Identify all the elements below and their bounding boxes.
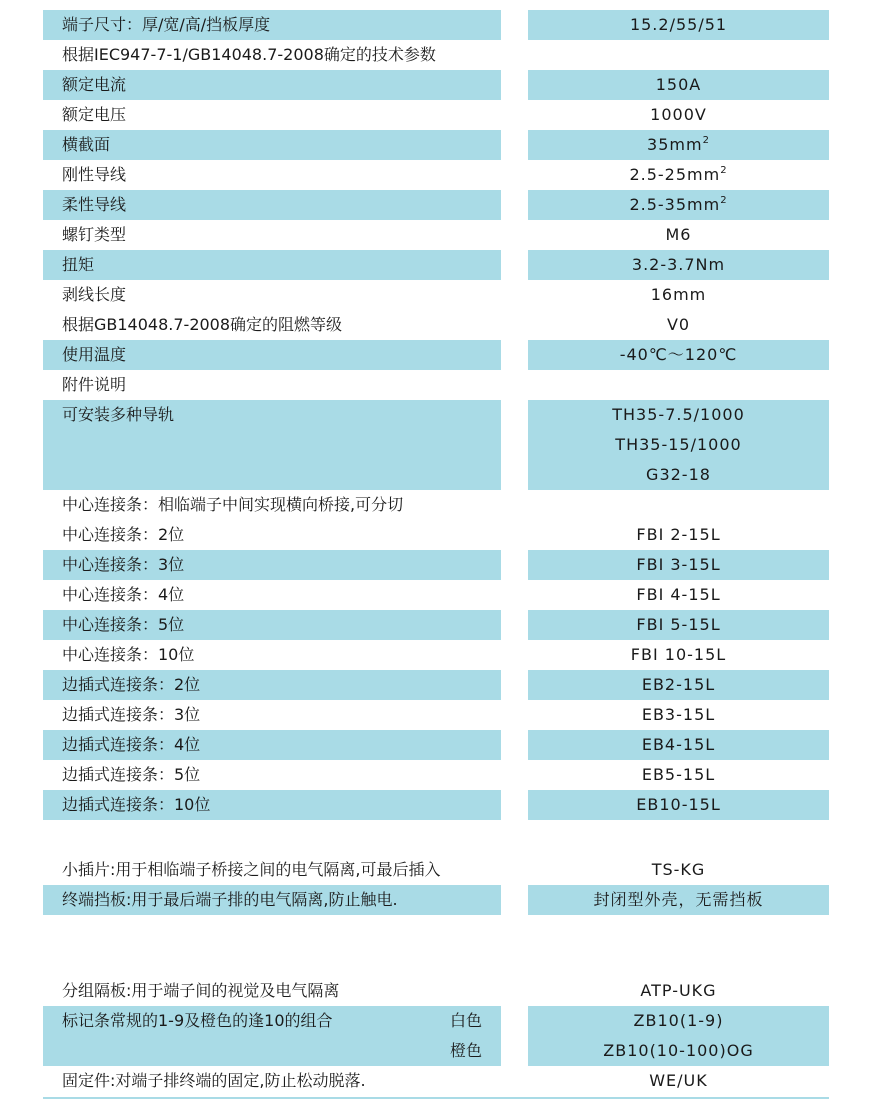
table-row <box>0 490 870 520</box>
table-row <box>0 790 870 820</box>
table-row <box>0 220 870 250</box>
table-row <box>0 340 870 370</box>
table-row <box>0 100 870 130</box>
row-value: $2.5-25mm^2$ <box>629 165 728 184</box>
table-row <box>0 520 870 550</box>
table-row <box>0 700 870 730</box>
table-row <box>0 250 870 280</box>
table-row <box>0 190 870 220</box>
row-value: -40℃～120℃ <box>619 345 738 364</box>
bottom-divider <box>43 1097 829 1099</box>
row-value: G32-18 <box>646 465 711 484</box>
row-label: 边插式连接条：5位 <box>62 765 201 784</box>
row-label: 终端挡板:用于最后端子排的电气隔离,防止触电. <box>62 890 398 909</box>
table-row <box>0 730 870 760</box>
row-value: 1000V <box>650 105 707 124</box>
row-label: 边插式连接条：2位 <box>62 675 201 694</box>
table-row <box>0 1006 870 1066</box>
row-label: 中心连接条：4位 <box>62 585 185 604</box>
row-value: FBI 4-15L <box>636 585 721 604</box>
row-label: 可安装多种导轨 <box>62 405 175 424</box>
row-value: FBI 3-15L <box>636 555 721 574</box>
table-row <box>0 40 870 70</box>
row-value: ZB10(1-9) <box>633 1011 724 1030</box>
row-label: 边插式连接条：3位 <box>62 705 201 724</box>
section-heading: 中心连接条：相临端子中间实现横向桥接,可分切 <box>62 495 404 514</box>
table-row <box>0 885 870 915</box>
row-value: 3.2-3.7Nm <box>631 255 726 274</box>
section-heading: 附件说明 <box>62 375 127 394</box>
row-value: TS-KG <box>651 860 706 879</box>
row-label: 额定电流 <box>62 75 127 94</box>
row-value: TH35-15/1000 <box>615 435 742 454</box>
table-row <box>0 130 870 160</box>
row-value: 16mm <box>650 285 707 304</box>
row-label: 柔性导线 <box>62 195 127 214</box>
row-label: 螺钉类型 <box>62 225 127 244</box>
row-label: 使用温度 <box>62 345 127 364</box>
table-row <box>0 640 870 670</box>
table-row <box>0 670 870 700</box>
row-label: 分组隔板:用于端子间的视觉及电气隔离 <box>62 981 340 1000</box>
row-value: $35mm^2$ <box>647 135 710 154</box>
row-label: 横截面 <box>62 135 111 154</box>
row-value: TH35-7.5/1000 <box>612 405 745 424</box>
row-label: 中心连接条：10位 <box>62 645 195 664</box>
row-value: EB10-15L <box>636 795 721 814</box>
row-value: FBI 5-15L <box>636 615 721 634</box>
table-row <box>0 70 870 100</box>
row-value: EB3-15L <box>641 705 716 724</box>
row-label: 标记条常规的1-9及橙色的逢10的组合 <box>62 1011 333 1030</box>
table-row <box>0 280 870 310</box>
table-row <box>0 310 870 340</box>
row-label: 额定电压 <box>62 105 127 124</box>
row-label: 中心连接条：3位 <box>62 555 185 574</box>
section-heading: 根据IEC947-7-1/GB14048.7-2008确定的技术参数 <box>62 45 436 64</box>
table-row <box>0 400 870 490</box>
table-row <box>0 10 870 40</box>
row-label: 边插式连接条：10位 <box>62 795 211 814</box>
row-label: 扭矩 <box>62 255 95 274</box>
row-label: 刚性导线 <box>62 165 127 184</box>
table-row <box>0 610 870 640</box>
row-value: 封闭型外壳，无需挡板 <box>593 890 764 909</box>
row-value: EB2-15L <box>641 675 716 694</box>
color-option-label: 白色 <box>450 1011 483 1030</box>
row-value: V0 <box>666 315 691 334</box>
table-row <box>0 855 870 885</box>
row-label: 小插片:用于相临端子桥接之间的电气隔离,可最后插入 <box>62 860 441 879</box>
row-label: 中心连接条：2位 <box>62 525 185 544</box>
table-row <box>0 370 870 400</box>
table-row <box>0 580 870 610</box>
row-value: $2.5-35mm^2$ <box>629 195 728 214</box>
row-value: 150A <box>655 75 702 94</box>
row-value: 15.2/55/51 <box>629 15 728 34</box>
row-value: M6 <box>665 225 692 244</box>
row-value: WE/UK <box>649 1071 708 1090</box>
color-option-label: 橙色 <box>450 1041 483 1060</box>
table-row <box>0 976 870 1006</box>
row-value: FBI 2-15L <box>636 525 721 544</box>
row-label: 剥线长度 <box>62 285 127 304</box>
row-value: EB5-15L <box>641 765 716 784</box>
row-value: EB4-15L <box>641 735 716 754</box>
table-row <box>0 760 870 790</box>
table-row <box>0 1066 870 1096</box>
row-label: 固定件:对端子排终端的固定,防止松动脱落. <box>62 1071 366 1090</box>
table-row <box>0 550 870 580</box>
row-label: 中心连接条：5位 <box>62 615 185 634</box>
row-label: 根据GB14048.7-2008确定的阻燃等级 <box>62 315 343 334</box>
table-row <box>0 160 870 190</box>
row-value: ATP-UKG <box>640 981 717 1000</box>
row-value: ZB10(10-100)OG <box>603 1041 754 1060</box>
row-value: FBI 10-15L <box>630 645 727 664</box>
row-label: 边插式连接条：4位 <box>62 735 201 754</box>
row-label: 端子尺寸：厚/宽/高/挡板厚度 <box>62 15 271 34</box>
